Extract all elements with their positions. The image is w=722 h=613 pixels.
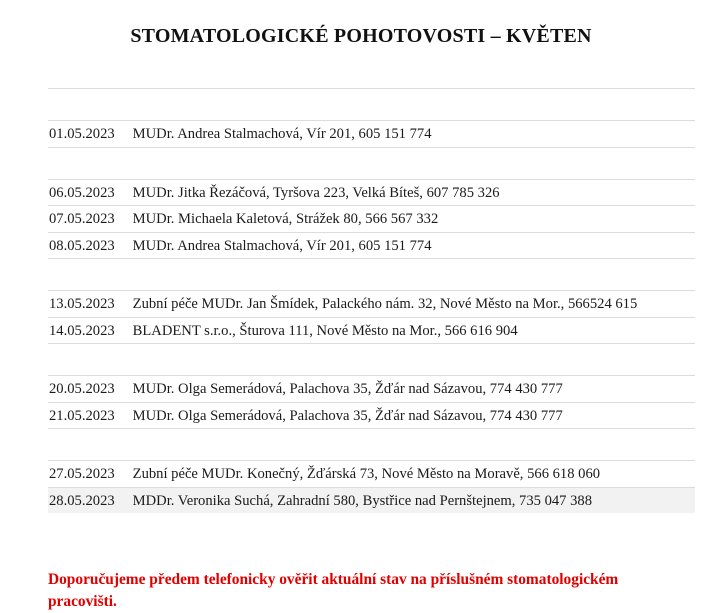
table-row-spacer bbox=[48, 88, 695, 120]
table-row bbox=[48, 179, 695, 206]
row-date: 14.05.2023 bbox=[49, 322, 115, 339]
row-date: 08.05.2023 bbox=[49, 237, 115, 254]
row-date: 27.05.2023 bbox=[49, 466, 115, 482]
table-row bbox=[48, 120, 695, 147]
row-info: Zubní péče MUDr. Konečný, Žďárská 73, Nové Město na Moravě, 566 618 060 bbox=[132, 466, 601, 482]
table-row bbox=[48, 402, 695, 429]
table-row bbox=[48, 460, 695, 487]
row-date: 01.05.2023 bbox=[49, 126, 115, 142]
notice-text: Doporučujeme předem telefonicky ověřit aktuální stav na příslušném stomatologickém pracovišti. bbox=[48, 571, 619, 611]
row-date: 13.05.2023 bbox=[49, 296, 115, 312]
table-row bbox=[48, 232, 695, 259]
row-date: 06.05.2023 bbox=[49, 184, 115, 201]
table-row-spacer bbox=[48, 147, 695, 179]
row-info: MDDr. Veronika Suchá, Zahradní 580, Bystřice nad Pernštejnem, 735 047 388 bbox=[132, 492, 593, 509]
table-row-spacer bbox=[48, 343, 695, 375]
row-date: 21.05.2023 bbox=[49, 407, 115, 424]
table-row bbox=[48, 290, 695, 317]
row-info: BLADENT s.r.o., Šturova 111, Nové Město na Mor., 566 616 904 bbox=[132, 322, 518, 339]
table-row bbox=[48, 375, 695, 402]
page-title: STOMATOLOGICKÉ POHOTOVOSTI – KVĚTEN bbox=[130, 25, 592, 48]
row-date: 28.05.2023 bbox=[49, 492, 115, 509]
row-info: MUDr. Michaela Kaletová, Strážek 80, 566 567 332 bbox=[132, 211, 439, 227]
table-row bbox=[48, 317, 695, 344]
row-info: MUDr. Jitka Řezáčová, Tyršova 223, Velká Bíteš, 607 785 326 bbox=[132, 184, 500, 201]
row-info: Zubní péče MUDr. Jan Šmídek, Palackého nám. 32, Nové Město na Mor., 566524 615 bbox=[132, 296, 638, 312]
row-info: MUDr. Andrea Stalmachová, Vír 201, 605 151 774 bbox=[132, 237, 432, 254]
row-date: 07.05.2023 bbox=[49, 211, 115, 227]
row-info: MUDr. Olga Semerádová, Palachova 35, Žďár nad Sázavou, 774 430 777 bbox=[132, 381, 563, 397]
table-row-spacer bbox=[48, 428, 695, 460]
row-info: MUDr. Olga Semerádová, Palachova 35, Žďár nad Sázavou, 774 430 777 bbox=[132, 407, 563, 424]
table-row bbox=[48, 487, 695, 514]
emergency-schedule-table bbox=[48, 88, 695, 513]
row-info: MUDr. Andrea Stalmachová, Vír 201, 605 151 774 bbox=[132, 126, 432, 142]
table-row bbox=[48, 205, 695, 232]
row-date: 20.05.2023 bbox=[49, 381, 115, 397]
table-row-spacer bbox=[48, 258, 695, 290]
